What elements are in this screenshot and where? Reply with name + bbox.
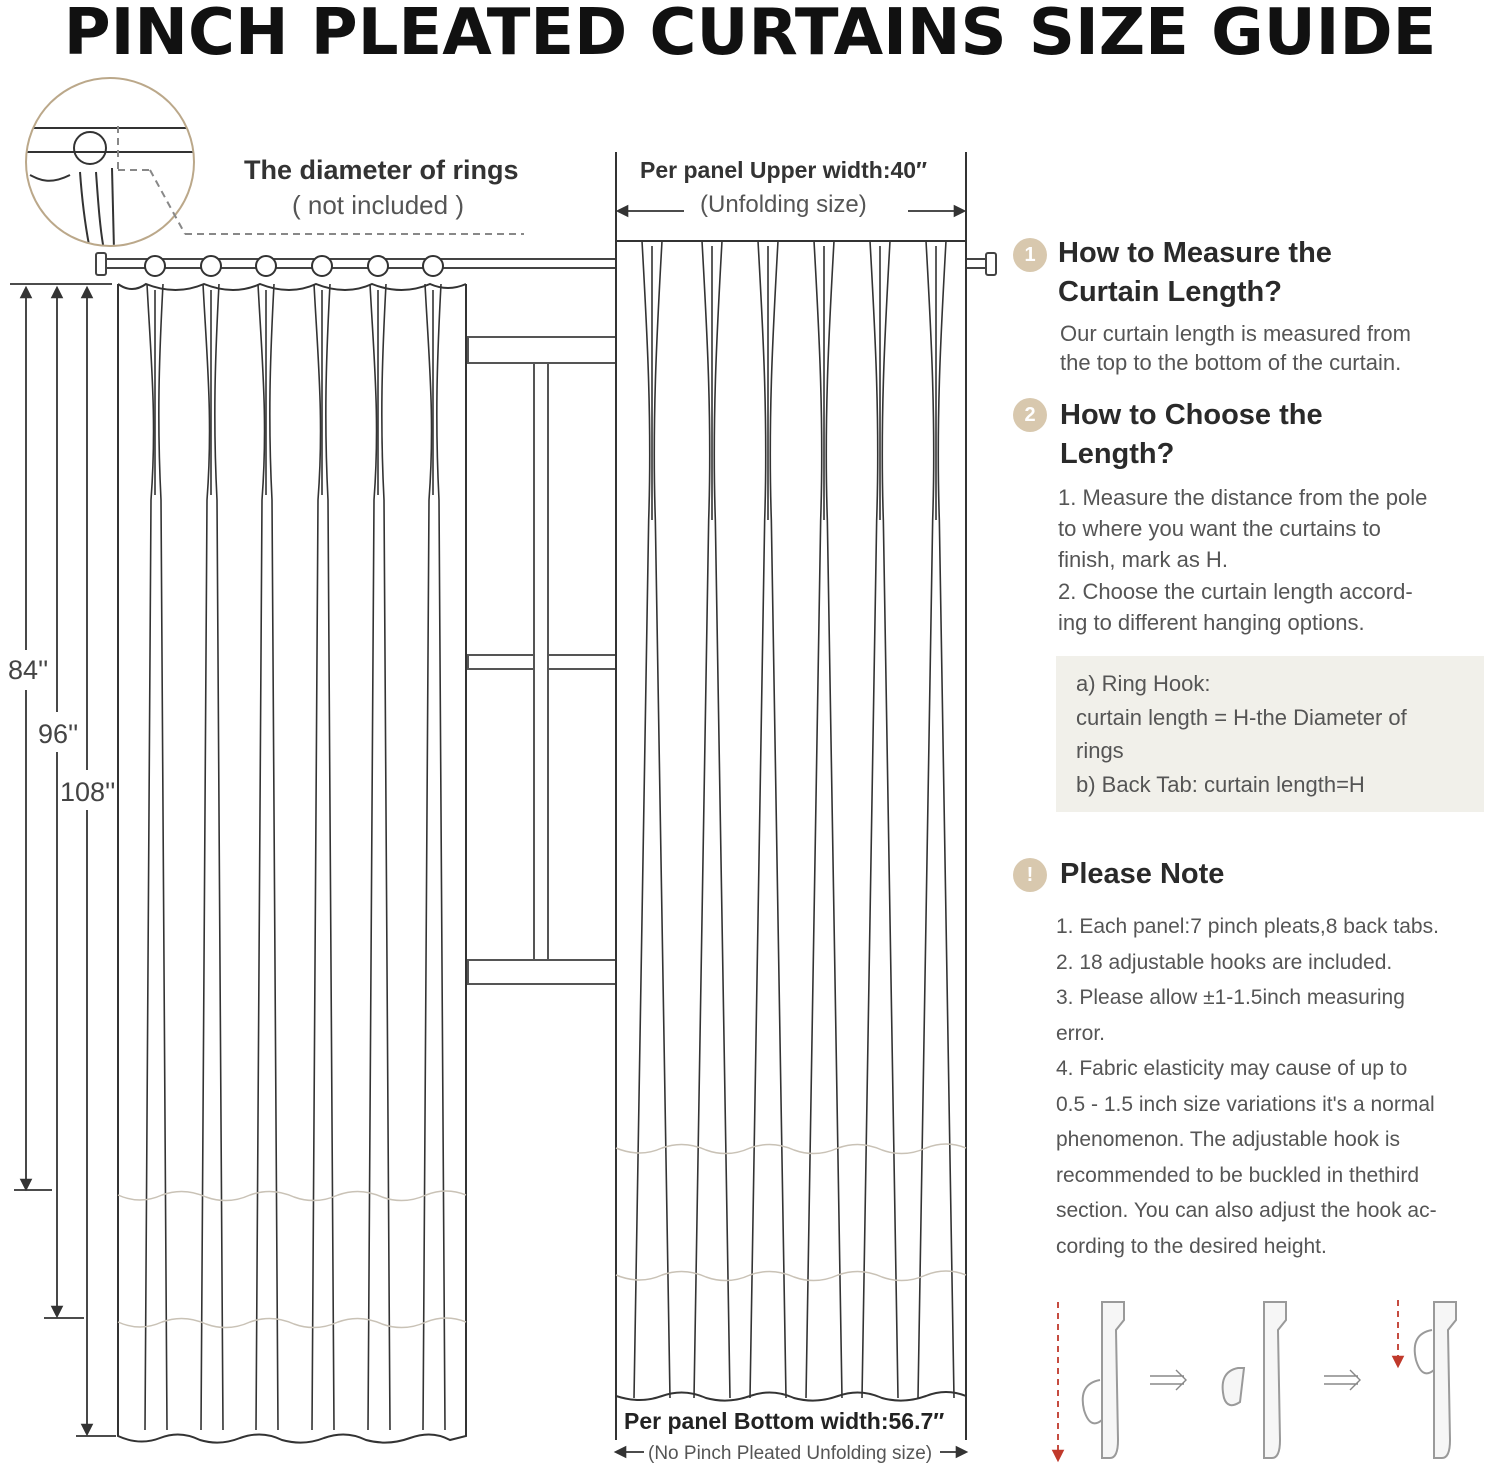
upper-width-sub-label: (Unfolding size) xyxy=(700,191,867,218)
step-2-badge: 2 xyxy=(1013,398,1047,432)
section1-body-line2: the top to the bottom of the curtain. xyxy=(1060,350,1402,375)
pleat-line xyxy=(862,241,878,1398)
note-line: section. You can also adjust the hook ac- xyxy=(1056,1199,1437,1222)
pleat-line xyxy=(770,241,786,1398)
rings-not-included-label: ( not included ) xyxy=(292,190,464,220)
hanging-option-line: b) Back Tab: curtain length=H xyxy=(1076,772,1365,797)
section2-body-line: finish, mark as H. xyxy=(1058,547,1228,572)
pleat-line xyxy=(750,241,766,1398)
section2-body-line: to where you want the curtains to xyxy=(1058,516,1381,541)
section2-body-line: ing to different hanging options. xyxy=(1058,610,1365,635)
pleat-line xyxy=(634,241,650,1398)
pleat-line xyxy=(270,284,278,1430)
pleat-line xyxy=(437,284,445,1430)
curtain-ring xyxy=(368,256,388,276)
hanging-option-line: curtain length = H-the Diameter of xyxy=(1076,705,1407,730)
hanging-option-line: rings xyxy=(1076,738,1124,763)
pleat-line xyxy=(694,241,710,1398)
pleat-line xyxy=(806,241,822,1398)
length-84-label: 84'' xyxy=(8,655,49,685)
rings-diameter-label: The diameter of rings xyxy=(244,155,519,185)
adjustable-hook-icon xyxy=(1083,1302,1456,1458)
pleat-line xyxy=(368,284,377,1430)
pleat-line xyxy=(159,284,167,1430)
section2-heading-line1: How to Choose the xyxy=(1060,399,1323,431)
note-line: 2. 18 adjustable hooks are included. xyxy=(1056,951,1393,974)
curtain-ring xyxy=(312,256,332,276)
note-line: phenomenon. The adjustable hook is xyxy=(1056,1128,1401,1151)
hanging-option-line: a) Ring Hook: xyxy=(1076,671,1211,696)
curtain-rod xyxy=(96,253,996,275)
pleat-line xyxy=(714,241,730,1398)
length-dimension-lines xyxy=(10,284,116,1436)
length-108-label: 108'' xyxy=(60,777,116,807)
right-hem-lines xyxy=(616,1144,966,1281)
note-line: 3. Please allow ±1-1.5inch measuring xyxy=(1056,986,1405,1009)
curtain-ring xyxy=(256,256,276,276)
length-96-label: 96'' xyxy=(38,719,79,749)
pleat-line xyxy=(326,284,334,1430)
note-line: recommended to be buckled in thethird xyxy=(1056,1164,1420,1187)
section1-heading-line2: Curtain Length? xyxy=(1058,276,1282,308)
section1-body-line1: Our curtain length is measured from xyxy=(1060,321,1411,346)
section2-heading-line2: Length? xyxy=(1060,438,1175,470)
pleat-line xyxy=(882,241,898,1398)
curtain-ring xyxy=(145,256,165,276)
warning-icon: ! xyxy=(1013,858,1047,892)
pleat-line xyxy=(382,284,390,1430)
pleat-line xyxy=(826,241,842,1398)
section2-body-line: 2. Choose the curtain length accord- xyxy=(1058,579,1413,604)
curtain-ring xyxy=(201,256,221,276)
pleat-line xyxy=(215,284,223,1430)
bottom-width-label: Per panel Bottom width:56.7″ xyxy=(624,1408,945,1434)
pleat-line xyxy=(256,284,265,1430)
pleat-line xyxy=(918,241,934,1398)
page-title: PINCH PLEATED CURTAINS SIZE GUIDE xyxy=(63,0,1437,70)
section2-body-line: 1. Measure the distance from the pole xyxy=(1058,485,1428,510)
right-curtain-panel xyxy=(616,152,966,1440)
pleat-line xyxy=(938,241,954,1398)
step-1-badge: 1 xyxy=(1013,238,1047,272)
pleat-line xyxy=(312,284,321,1430)
pleat-line xyxy=(423,284,432,1430)
pleat-line xyxy=(654,241,670,1398)
please-note-heading: Please Note xyxy=(1060,858,1225,890)
note-line: 1. Each panel:7 pinch pleats,8 back tabs. xyxy=(1056,915,1439,938)
note-line: 0.5 - 1.5 inch size variations it's a normal xyxy=(1056,1093,1435,1116)
left-hem-lines xyxy=(118,1191,466,1328)
note-line: error. xyxy=(1056,1022,1106,1045)
pleat-line xyxy=(145,284,154,1430)
curtain-ring xyxy=(423,256,443,276)
upper-width-label: Per panel Upper width:40″ xyxy=(640,157,928,183)
bottom-width-sub-label: (No Pinch Pleated Unfolding size) xyxy=(648,1443,933,1464)
note-line: cording to the desired height. xyxy=(1056,1235,1327,1258)
window-frame xyxy=(468,337,616,984)
left-curtain-panel xyxy=(118,284,466,1443)
note-line: 4. Fabric elasticity may cause of up to xyxy=(1056,1057,1408,1080)
section1-heading-line1: How to Measure the xyxy=(1058,237,1332,269)
pleat-line xyxy=(201,284,210,1430)
